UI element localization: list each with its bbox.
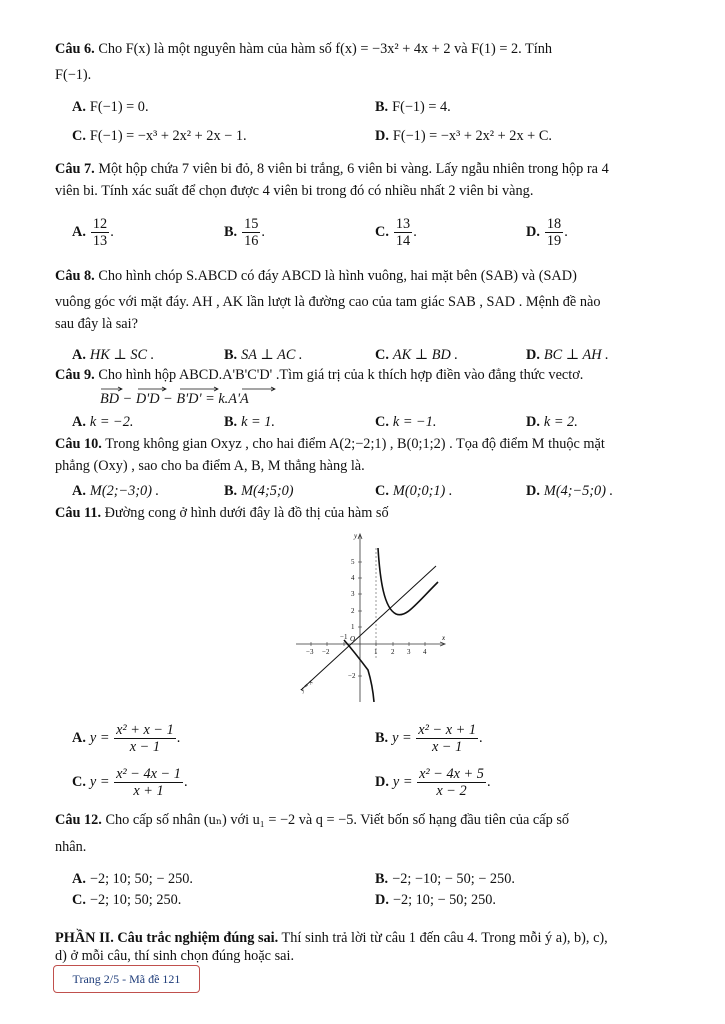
q8-stem-line3: sau đây là sai? <box>55 316 138 332</box>
part2-title: PHẦN II. Câu trắc nghiệm đúng sai. <box>55 930 279 946</box>
q8-option-c[interactable]: C. AK ⊥ BD . <box>375 347 458 363</box>
q12-stem-line2: nhân. <box>55 839 87 855</box>
q8-option-d[interactable]: D. BC ⊥ AH . <box>526 347 609 363</box>
q8-option-b[interactable]: B. SA ⊥ AC . <box>224 347 303 363</box>
svg-text:−1: −1 <box>340 633 348 641</box>
q12-option-c[interactable]: C. −2; 10; 50; 250. <box>72 892 182 908</box>
q10-stem-line1: Câu 10. Trong không gian Oxyz , cho hai điểm A(2;−2;1) , B(0;1;2) . Tọa độ điểm M thuộc mặt <box>55 436 605 452</box>
q6-option-b[interactable]: B. F(−1) = 4. <box>375 99 451 115</box>
x-axis-label: x <box>442 634 446 642</box>
q12-option-b[interactable]: B. −2; −10; − 50; − 250. <box>375 871 515 887</box>
q11-option-b[interactable]: B. y = $\frac{\text{x² − x + 1}}{x - 1}$ . <box>375 722 483 755</box>
svg-text:4: 4 <box>351 574 355 582</box>
q10-label: Câu 10. <box>55 436 102 452</box>
svg-text:1: 1 <box>374 648 378 656</box>
q12-option-d[interactable]: D. −2; 10; − 50; 250. <box>375 892 497 908</box>
line-label: y = x <box>298 678 315 694</box>
q9-stem-line1: Câu 9. Cho hình hộp ABCD.A'B'C'D' .Tìm giá trị của k thích hợp điền vào đẳng thức vectơ. <box>55 367 584 383</box>
q8-stem-line1: Câu 8. Cho hình chóp S.ABCD có đáy ABCD là hình vuông, hai mặt bên (SAB) và (SAD) <box>55 268 577 284</box>
q6-stem1: Cho F(x) là một nguyên hàm của hàm số f(x) = −3x² + 4x + 2 và F(1) = 2. Tính <box>98 41 553 57</box>
svg-text:4: 4 <box>423 648 427 656</box>
part2-heading: PHẦN II. Câu trắc nghiệm đúng sai. Thí sinh trả lời từ câu 1 đến câu 4. Trong mỗi ý a), b), c), <box>55 930 608 946</box>
q6-option-a[interactable]: A. F(−1) = 0. <box>72 99 149 115</box>
q11-option-c[interactable]: C. y = $\frac{\text{x² − 4x − 1}}{x + 1}$ . <box>72 766 188 799</box>
q9-option-b[interactable]: B. k = 1. <box>224 414 275 430</box>
q9-option-a[interactable]: A. k = −2. <box>72 414 134 430</box>
svg-text:−2: −2 <box>322 648 330 656</box>
q12-stem-line1: Câu 12. Cho cấp số nhân (uₙ) với u₁ = −2 và q = −5. Viết bốn số hạng đầu tiên của cấp số <box>55 812 570 828</box>
q10-option-d[interactable]: D. M(4;−5;0) . <box>526 483 614 499</box>
q7-stem-line1: Câu 7. Một hộp chứa 7 viên bi đỏ, 8 viên bi trắng, 6 viên bi vàng. Lấy ngẫu nhiên trong hộp ra 4 <box>55 161 609 177</box>
right-branch <box>378 548 438 615</box>
svg-text:−2: −2 <box>348 672 356 680</box>
vector-arrows <box>100 386 280 392</box>
q10-option-a[interactable]: A. M(2;−3;0) . <box>72 483 160 499</box>
tick-labels <box>306 558 427 680</box>
q12-option-a[interactable]: A. −2; 10; 50; − 250. <box>72 871 194 887</box>
function-graph <box>296 530 448 702</box>
svg-text:5: 5 <box>351 558 355 566</box>
q10-option-c[interactable]: C. M(0;0;1) . <box>375 483 453 499</box>
q11-stem-line1: Câu 11. Đường cong ở hình dưới đây là đồ thị của hàm số <box>55 505 389 521</box>
q9-vector-equation: BD − D'D − B'D' = k.A'A <box>100 389 718 409</box>
q6-label: Câu 6. <box>55 41 95 57</box>
svg-text:2: 2 <box>391 648 395 656</box>
q7-option-c[interactable]: C. $\frac{13}{14}$ . <box>375 216 417 249</box>
svg-text:3: 3 <box>351 590 355 598</box>
q7-option-a[interactable]: A. $\frac{12}{13}$ . <box>72 216 114 249</box>
q7-option-b[interactable]: B. $\frac{15}{16}$ . <box>224 216 265 249</box>
q9-option-d[interactable]: D. k = 2. <box>526 414 578 430</box>
q6-stem-line2: F(−1). <box>55 67 92 83</box>
q9-label: Câu 9. <box>55 367 95 383</box>
svg-text:1: 1 <box>351 623 355 631</box>
q8-option-a[interactable]: A. HK ⊥ SC . <box>72 347 155 363</box>
q10-option-b[interactable]: B. M(4;5;0) <box>224 483 294 499</box>
q6-stem-line1 <box>55 39 673 59</box>
axis-ticks <box>311 562 425 676</box>
svg-text:2: 2 <box>351 607 355 615</box>
svg-text:−3: −3 <box>306 648 314 656</box>
y-axis-label: y <box>354 532 358 540</box>
q11-label: Câu 11. <box>55 505 102 521</box>
q6-option-c[interactable]: C. F(−1) = −x³ + 2x² + 2x − 1. <box>72 128 247 144</box>
q8-label: Câu 8. <box>55 268 95 284</box>
q7-option-d[interactable]: D. $\frac{18}{19}$ . <box>526 216 568 249</box>
q7-label: Câu 7. <box>55 161 95 177</box>
q8-stem-line2: vuông góc với mặt đáy. AH , AK lần lượt là đường cao của tam giác SAB , SAD . Mệnh đề nào <box>55 294 601 310</box>
part2-text-line2: d) ở mỗi câu, thí sinh chọn đúng hoặc sai. <box>55 948 295 964</box>
page-footer-badge: Trang 2/5 - Mã đề 121 <box>53 965 200 993</box>
q6-option-d[interactable]: D. F(−1) = −x³ + 2x² + 2x + C. <box>375 128 552 144</box>
q12-label: Câu 12. <box>55 812 102 828</box>
q9-option-c[interactable]: C. k = −1. <box>375 414 437 430</box>
q7-stem-line2: viên bi. Tính xác suất để chọn được 4 viên bi trong đó có nhiều nhất 2 viên bi vàng. <box>55 183 534 199</box>
q11-option-d[interactable]: D. y = $\frac{\text{x² − 4x + 5}}{x - 2}$ . <box>375 766 491 799</box>
svg-text:3: 3 <box>407 648 411 656</box>
origin-label: O <box>350 635 356 643</box>
left-branch <box>344 640 374 702</box>
q11-option-a[interactable]: A. y = $\frac{\text{x² + x − 1}}{x - 1}$ . <box>72 722 181 755</box>
q10-stem-line2: phẳng (Oxy) , sao cho ba điểm A, B, M thẳng hàng là. <box>55 458 365 474</box>
